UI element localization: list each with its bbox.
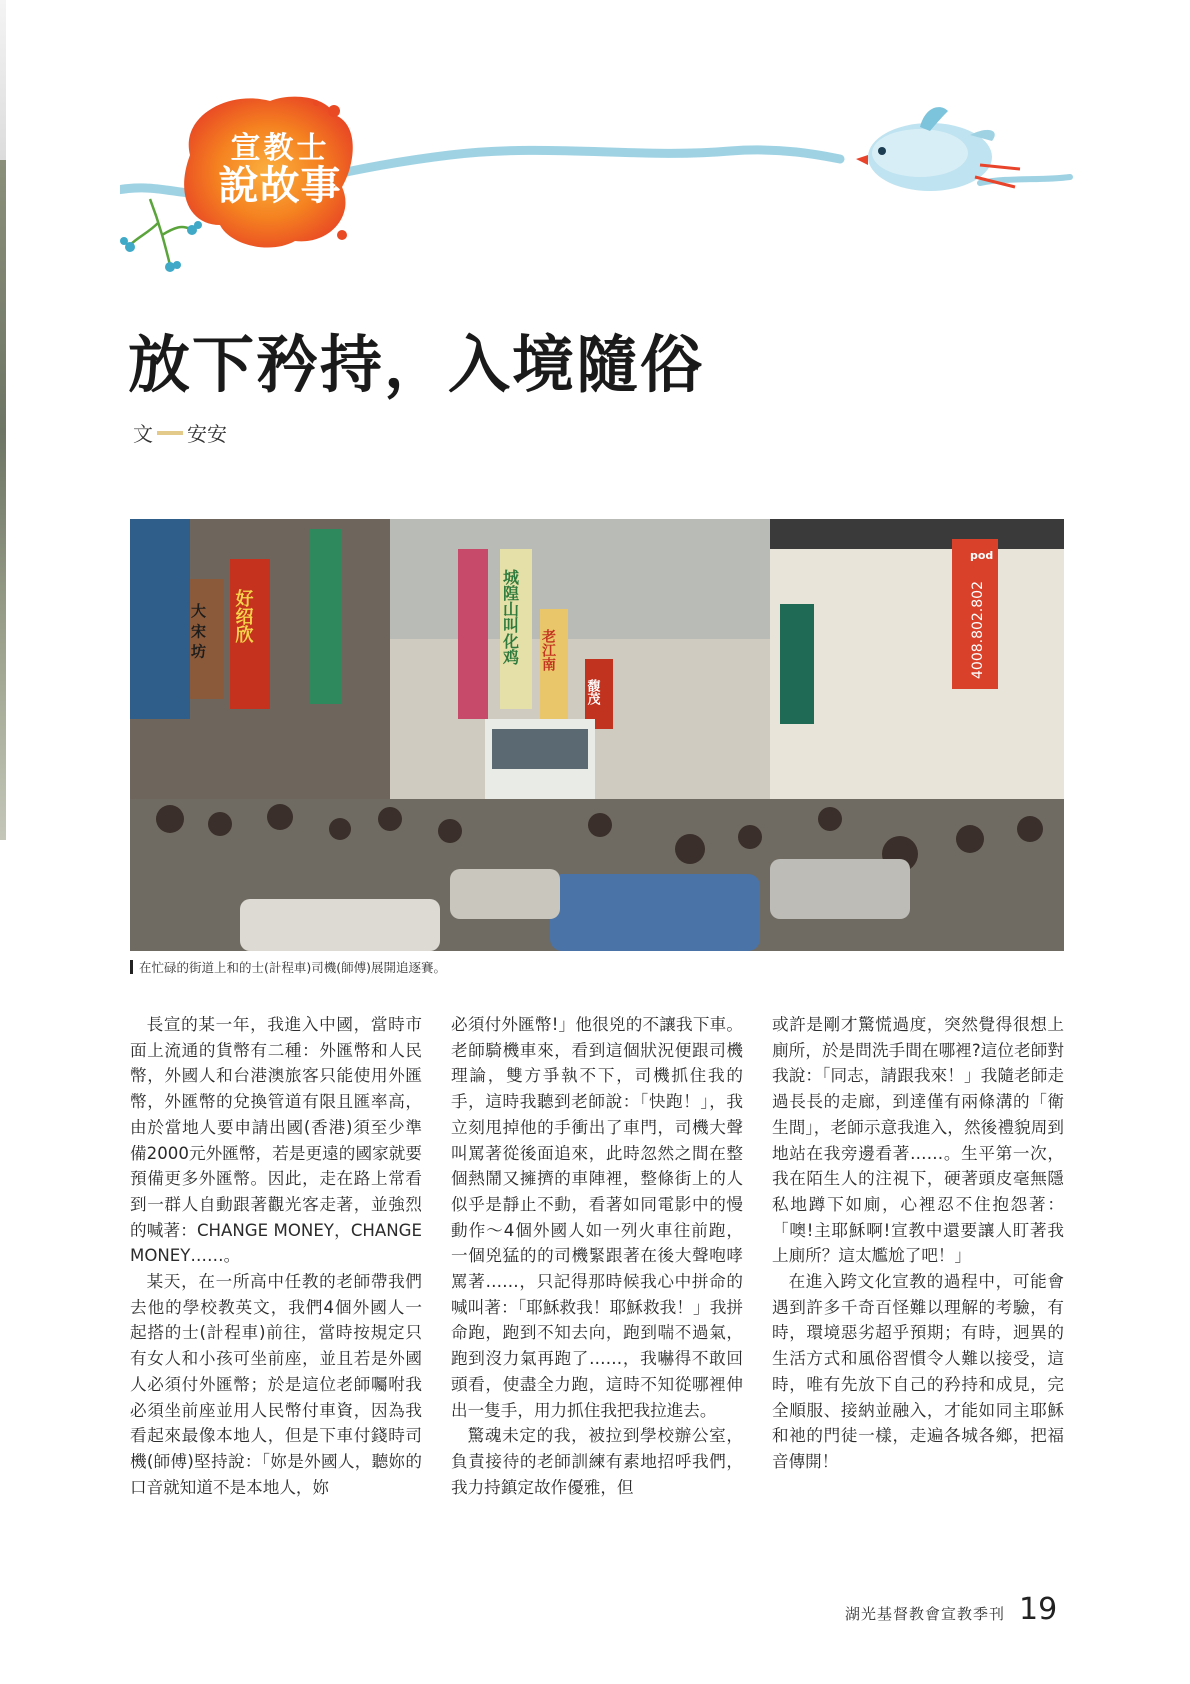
blue-sign bbox=[130, 519, 190, 719]
neon-sign bbox=[458, 549, 488, 719]
text-column-1 bbox=[130, 1012, 422, 1500]
column-heading bbox=[200, 133, 360, 207]
sky bbox=[380, 519, 780, 639]
paint-drop bbox=[328, 105, 340, 117]
sign-text-3: 老江南 bbox=[540, 629, 556, 671]
page-footer bbox=[845, 1592, 1057, 1627]
byline bbox=[133, 418, 227, 447]
caption-marker bbox=[130, 960, 133, 974]
column-heading-line2: 說故事 bbox=[218, 162, 342, 209]
paragraph: 或許是剛才驚慌過度，突然覺得很想上廁所，於是問洗手間在哪裡?這位老師對我說：「同志，請跟我來！」我隨老師走過長長的走廊，到達僅有兩條溝的「衛生間」，老師示意我進入，然後禮貌周到地站在我旁邊看著……。生平第一次，我在陌生人的注視下，硬著頭皮毫無隱私地蹲下如廁，心裡忍不住抱怨著：「噢!主耶穌啊!宣教中還要讓人盯著我上廁所？這太尷尬了吧！」 bbox=[772, 1015, 1064, 1266]
paint-drop bbox=[313, 100, 319, 106]
sign-text-phone: 4008.802.802 bbox=[970, 581, 986, 679]
publication-name: 湖光基督教會宣教季刊 bbox=[845, 1605, 1006, 1623]
sign-text-5: 大 宋 坊 bbox=[189, 603, 207, 659]
street-photo bbox=[130, 519, 1064, 951]
text-column-2 bbox=[451, 1012, 743, 1500]
page-edge-strip bbox=[0, 160, 6, 840]
paint-drop bbox=[337, 230, 347, 240]
sign-text-pod: pod bbox=[970, 549, 994, 562]
paragraph: 在進入跨文化宣教的過程中，可能會遇到許多千奇百怪難以理解的考驗，有時，環境惡劣超乎預期；有時，迥異的生活方式和風俗習慣令人難以接受，這時，唯有先放下自己的矜持和成見，完全順服、接納並融入，才能如同主耶穌和祂的門徒一樣，走遍各城各鄉，把福音傳開！ bbox=[772, 1272, 1064, 1471]
sign-text-1: 好绍欣 bbox=[232, 589, 254, 643]
sign-text-4: 馥茂 bbox=[584, 679, 600, 705]
paragraph: 某天，在一所高中任教的老師帶我們去他的學校教英文，我們4個外國人一起搭的士(計程車)前往，當時按規定只有女人和小孩可坐前座，並且若是外國人必須付外匯幣；於是這位老師囑咐我必須坐前座並用人民幣付車資，因為我看起來最像本地人，但是下車付錢時司機(師傅)堅持說：「妳是外國人，聽妳的口音就知道不是本地人，妳 bbox=[130, 1272, 422, 1497]
column-heading-line1: 宣教士 bbox=[230, 131, 330, 166]
green-sign bbox=[780, 604, 814, 724]
caption-text: 在忙碌的街道上和的士(計程車)司機(師傅)展開追逐賽。 bbox=[139, 960, 447, 975]
byline-prefix: 文 bbox=[133, 422, 153, 446]
flower-sprig bbox=[130, 199, 190, 265]
page-number: 19 bbox=[1019, 1592, 1058, 1627]
sign-text-2: 城隍山叫化鸡 bbox=[500, 569, 520, 665]
header-illustration bbox=[120, 95, 1120, 305]
photo-caption bbox=[130, 958, 446, 976]
neon-sign bbox=[310, 529, 342, 704]
byline-author: 安安 bbox=[187, 422, 227, 446]
street-scene-illustration bbox=[130, 519, 1064, 951]
paragraph: 長宣的某一年，我進入中國，當時市面上流通的貨幣有二種：外匯幣和人民幣，外國人和台港澳旅客只能使用外匯幣，外匯幣的兌換管道有限且匯率高，由於當地人要申請出國(香港)須至少準備2000元外匯幣，若是更遠的國家就要預備更多外匯幣。因此，走在路上常看到一群人自動跟著觀光客走著，並強烈的喊著：CHANGE MONEY，CHANGE MONEY……。 bbox=[130, 1015, 422, 1266]
byline-rule bbox=[157, 431, 183, 435]
right-buildings bbox=[770, 519, 1064, 839]
text-column-3 bbox=[772, 1012, 1064, 1475]
page-edge-top bbox=[0, 0, 6, 160]
paragraph: 必須付外匯幣!」他很兇的不讓我下車。老師騎機車來，看到這個狀況便跟司機理論，雙方爭執不下，司機抓住我的手，這時我聽到老師說：「快跑！」，我立刻甩掉他的手衝出了車門，司機大聲叫罵著從後面追來，此時忽然之間在整個熱鬧又擁擠的車陣裡，整條街上的人似乎是靜止不動，看著如同電影中的慢動作～4個外國人如一列火車往前跑，一個兇猛的的司機緊跟著在後大聲咆哮罵著……，只記得那時候我心中拼命的喊叫著：「耶穌救我！耶穌救我！」我拼命跑，跑到不知去向，跑到喘不過氣，跑到沒力氣再跑了……，我嚇得不敢回頭看，使盡全力跑，這時不知從哪裡伸出一隻手，用力抓住我把我拉進去。 bbox=[451, 1015, 743, 1420]
article-title: 放下矜持，入境隨俗 bbox=[128, 328, 705, 401]
paragraph: 驚魂未定的我，被拉到學校辦公室，負責接待的老師訓練有素地招呼我們，我力持鎮定故作優雅，但 bbox=[451, 1426, 743, 1497]
